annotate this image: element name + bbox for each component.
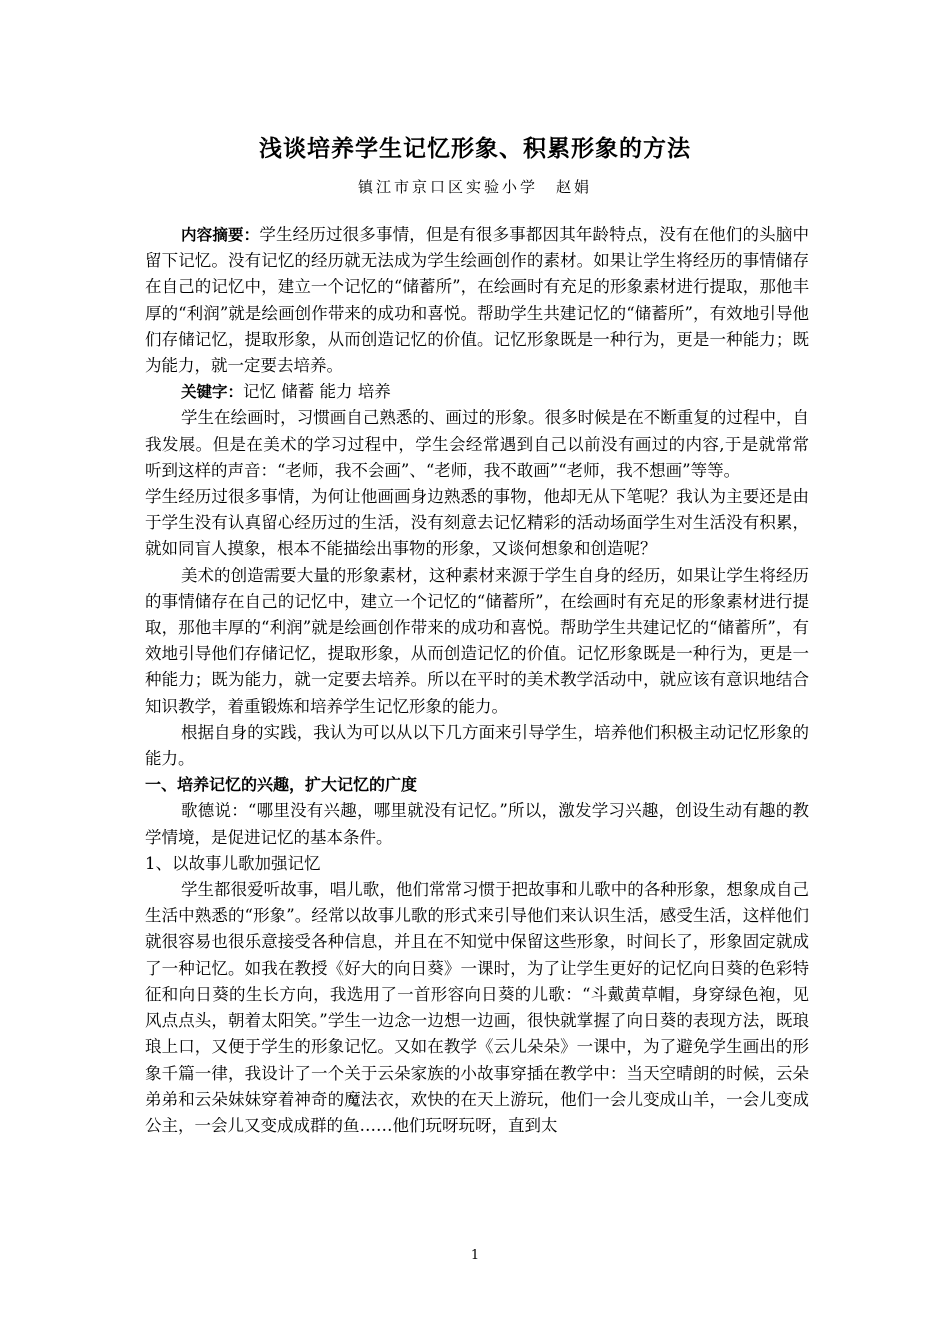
keywords-label: 关键字： [181,383,244,402]
body-paragraph: 学生在绘画时，习惯画自己熟悉的、画过的形象。很多时候是在不断重复的过程中，自我发展。但是在美术的学习过程中，学生会经常遇到自己以前没有画过的内容,于是就常常听到这样的声音：“老师，我不会画”、“老师，我不敢画”“老师，我不想画”等等。 [145,408,809,480]
keywords-text: 记忆 储蓄 能力 培养 [243,382,391,402]
document-title: 浅谈培养学生记忆形象、积累形象的方法 [259,136,691,162]
subsection-heading: 1、以故事儿歌加强记忆 [145,853,321,873]
body-paragraph: 学生经历过很多事情，为何让他画画身边熟悉的事物，他却无从下笔呢？我认为主要还是由于学生没有认真留心经历过的生活，没有刻意去记忆精彩的活动场面学生对生活没有积累，就如同盲人摸象，根本不能描绘出事物的形象，又谈何想象和创造呢？ [145,487,809,559]
abstract-label: 内容摘要： [181,226,260,244]
keywords-paragraph [145,379,809,405]
body-paragraph: 美术的创造需要大量的形象素材，这种素材来源于学生自身的经历，如果让学生将经历的事情储存在自己的记忆中，建立一个记忆的“储蓄所”，在绘画时有充足的形象素材进行提取，那他丰厚的“利润”就是绘画创作带来的成功和喜悦。帮助学生共建记忆的“储蓄所”，有效地引导他们存储记忆，提取形象，从而创造记忆的价值。记忆形象既是一种行为，更是一种能力；既为能力，就一定要去培养。所以在平时的美术教学活动中，就应该有意识地结合知识教学，着重锻炼和培养学生记忆形象的能力。 [145,565,809,716]
abstract-text: 学生经历过很多事情，但是有很多事都因其年龄特点，没有在他们的头脑中留下记忆。没有记忆的经历就无法成为学生绘画创作的素材。如果让学生将经历的事情储存在自己的记忆中，建立一个记忆的“储蓄所”，在绘画时有充足的形象素材进行提取，那他丰厚的“利润”就是绘画创作带来的成功和喜悦。帮助学生共建记忆的“储蓄所”，有效地引导他们存储记忆，提取形象，从而创造记忆的价值。记忆形象既是一种行为，更是一种能力；既为能力，就一定要去培养。 [145,225,809,376]
section-heading: 一、培养记忆的兴趣，扩大记忆的广度 [145,775,418,795]
author-line: 镇江市京口区实验小学 赵娟 [357,178,592,196]
section-intro-paragraph: 歌德说：“哪里没有兴趣，哪里就没有记忆。”所以，激发学习兴趣，创设生动有趣的教学情境，是促进记忆的基本条件。 [145,801,809,847]
page-number: 1 [470,1248,480,1263]
abstract-paragraph [145,222,809,379]
body-paragraph: 根据自身的实践，我认为可以从以下几方面来引导学生，培养他们积极主动记忆形象的能力。 [145,722,809,769]
subsection-paragraph: 学生都很爱听故事，唱儿歌，他们常常习惯于把故事和儿歌中的各种形象，想象成自己生活中熟悉的“形象”。经常以故事儿歌的形式来引导他们来认识生活，感受生活，这样他们就很容易也很乐意接受各种信息，并且在不知觉中保留这些形象，时间长了，形象固定就成了一种记忆。如我在教授《好大的向日葵》一课时，为了让学生更好的记忆向日葵的色彩特征和向日葵的生长方向，我选用了一首形容向日葵的儿歌：“斗戴黄草帽，身穿绿色袍，见风点点头，朝着太阳笑。”学生一边念一边想一边画，很快就掌握了向日葵的表现方法，既琅琅上口，又便于学生的形象记忆。又如在教学《云儿朵朵》一课中，为了避免学生画出的形象千篇一律，我设计了一个关于云朵家族的小故事穿插在教学中：当天空晴朗的时候，云朵弟弟和云朵妹妹穿着神奇的魔法衣，欢快的在天上游玩，他们一会儿变成山羊，一会儿变成公主，一会儿又变成成群的鱼……他们玩呀玩呀，直到太 [145,880,809,1135]
document-body [145,222,809,1139]
